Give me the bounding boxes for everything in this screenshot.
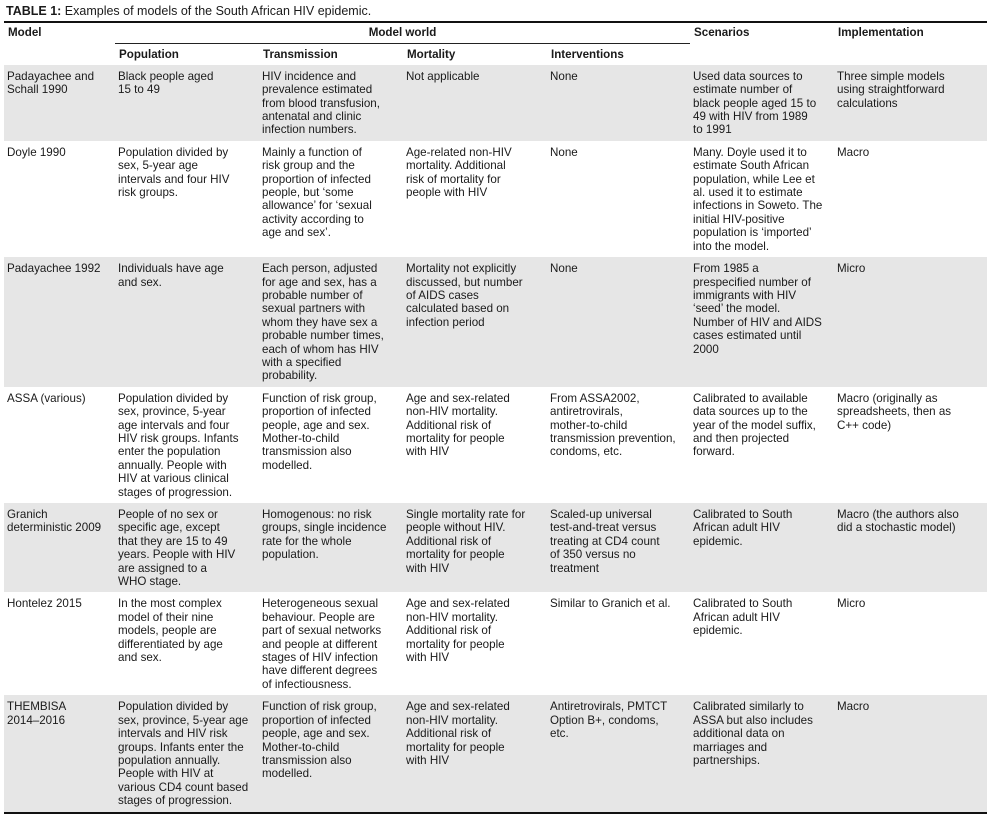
table-row <box>4 592 987 695</box>
table-row <box>4 141 987 257</box>
table-caption <box>6 4 371 18</box>
cell-mortality: Mortality not explicitly discussed, but number of AIDS cases calculated based on infection period <box>403 257 547 387</box>
models-table <box>4 23 987 814</box>
cell-model: Granich deterministic 2009 <box>4 503 115 592</box>
cell-scenarios: Calibrated to available data sources up to the year of the model suffix, and then projected forward. <box>693 391 816 459</box>
cell-model: Doyle 1990 <box>7 145 66 159</box>
cell-implementation: Macro (the authors also did a stochastic model) <box>834 503 987 592</box>
table-row <box>4 695 987 812</box>
table-row <box>4 387 987 503</box>
cell-population: In the most complex model of their nine models, people are differentiated by age and sex. <box>118 597 223 665</box>
header-implementation: Implementation <box>838 26 924 39</box>
cell-model: Padayachee 1992 <box>4 257 115 387</box>
cell-interventions: None <box>550 145 578 159</box>
cell-implementation: Macro (originally as spreadsheets, then as C++ code) <box>837 391 952 432</box>
cell-transmission: Heterogeneous sexual behaviour. People are part of sexual networks and people at different stages of HIV infection have different degrees of infectiousness. <box>262 597 382 691</box>
cell-transmission: HIV incidence and prevalence estimated from blood transfusion, antenatal and clinic infection numbers. <box>259 65 403 141</box>
header-model-world: Model world <box>115 23 690 44</box>
cell-scenarios: Many. Doyle used it to estimate South African population, while Lee et al. used it to estimate infections in Soweto. The initial HIV-positive population is ‘imported’ into the model. <box>693 145 823 253</box>
cell-transmission: Homogenous: no risk groups, single incidence rate for the whole population. <box>259 503 403 592</box>
cell-transmission: Function of risk group, proportion of infected people, age and sex. Mother-to-child transmission also modelled. <box>262 391 377 472</box>
cell-interventions: Scaled-up universal test-and-treat versus treating at CD4 count of 350 versus no treatment <box>547 503 690 592</box>
header-mortality: Mortality <box>407 48 456 62</box>
cell-mortality: Age-related non-HIV mortality. Additional risk of mortality for people with HIV <box>406 145 512 200</box>
cell-mortality: Single mortality rate for people without HIV. Additional risk of mortality for people with HIV <box>403 503 547 592</box>
cell-scenarios: Calibrated to South African adult HIV epidemic. <box>693 597 793 638</box>
cell-scenarios: From 1985 a prespecified number of immigrants with HIV ‘seed’ the model. Number of HIV and AIDS cases estimated until 2000 <box>690 257 834 387</box>
table-row <box>4 257 987 387</box>
caption-text: Examples of models of the South African HIV epidemic. <box>61 4 372 18</box>
cell-interventions: Antiretrovirals, PMTCT Option B+, condoms, etc. <box>547 695 690 812</box>
cell-interventions: None <box>547 257 690 387</box>
header-transmission: Transmission <box>263 48 338 62</box>
cell-implementation: Micro <box>834 257 987 387</box>
cell-implementation: Three simple models using straightforward calculations <box>834 65 987 141</box>
cell-mortality: Age and sex-related non-HIV mortality. Additional risk of mortality for people with HIV <box>406 391 510 459</box>
header-scenarios: Scenarios <box>694 26 750 39</box>
cell-implementation: Macro <box>834 695 987 812</box>
header-population: Population <box>119 48 179 62</box>
cell-transmission: Mainly a function of risk group and the proportion of infected people, but ‘some allowance’ for ‘sexual activity according to age and sex’. <box>262 145 372 240</box>
cell-implementation: Micro <box>837 597 866 611</box>
table-row <box>4 503 987 592</box>
cell-population: Population divided by sex, province, 5-year age intervals and four HIV risk groups. Infants enter the population annually. People with HIV at various clinical stages of progression. <box>118 391 239 499</box>
cell-population: Black people aged 15 to 49 <box>115 65 259 141</box>
cell-interventions: Similar to Granich et al. <box>550 597 671 611</box>
cell-population: Population divided by sex, 5-year age intervals and four HIV risk groups. <box>118 145 230 200</box>
cell-scenarios: Used data sources to estimate number of black people aged 15 to 49 with HIV from 1989 to 1991 <box>690 65 834 141</box>
cell-transmission: Each person, adjusted for age and sex, has a probable number of sexual partners with whom they have sex a probable number times, each of whom has HIV with a specified probability. <box>259 257 403 387</box>
cell-interventions: From ASSA2002, antiretrovirals, mother-to-child transmission prevention, condoms, etc. <box>550 391 676 459</box>
cell-interventions: None <box>547 65 690 141</box>
cell-population: Population divided by sex, province, 5-year age intervals and HIV risk groups. Infants enter the population annually. People with HIV at various CD4 count based stages of progression. <box>115 695 259 812</box>
cell-transmission: Function of risk group, proportion of infected people, age and sex. Mother-to-child transmission also modelled. <box>259 695 403 812</box>
cell-scenarios: Calibrated to South African adult HIV epidemic. <box>690 503 834 592</box>
header-model: Model <box>8 26 42 39</box>
cell-population: Individuals have age and sex. <box>115 257 259 387</box>
cell-scenarios: Calibrated similarly to ASSA but also includes additional data on marriages and partnerships. <box>690 695 834 812</box>
cell-model: Padayachee and Schall 1990 <box>4 65 115 141</box>
cell-mortality: Age and sex-related non-HIV mortality. Additional risk of mortality for people with HIV <box>403 695 547 812</box>
cell-model: Hontelez 2015 <box>7 597 82 611</box>
cell-model: THEMBISA 2014–2016 <box>4 695 115 812</box>
cell-implementation: Macro <box>837 145 870 159</box>
table-row <box>4 65 987 141</box>
cell-mortality: Age and sex-related non-HIV mortality. Additional risk of mortality for people with HIV <box>406 597 510 665</box>
caption-label: TABLE 1: <box>6 4 62 18</box>
header-interventions: Interventions <box>551 48 624 62</box>
cell-population: People of no sex or specific age, except that they are 15 to 49 years. People with HIV are assigned to a WHO stage. <box>115 503 259 592</box>
cell-mortality: Not applicable <box>403 65 547 141</box>
cell-model: ASSA (various) <box>7 391 86 405</box>
